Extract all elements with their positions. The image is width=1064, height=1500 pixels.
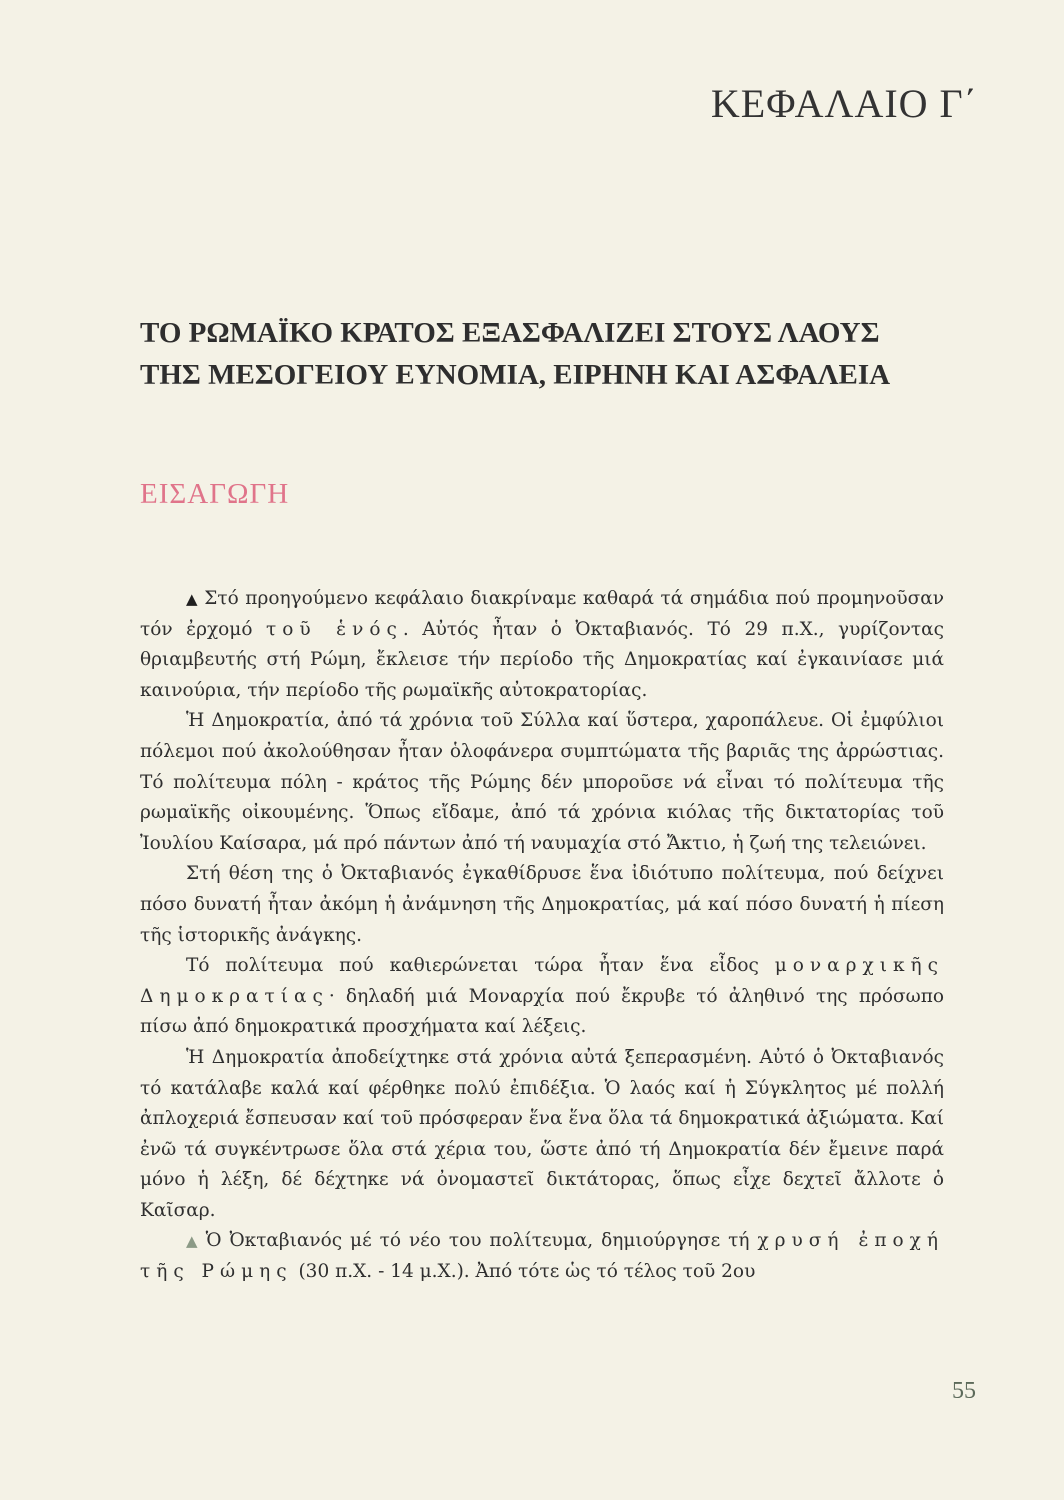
body-text: [140, 584, 944, 1288]
paragraph-6: [140, 1226, 944, 1287]
chapter-title-line-2: ΤΗΣ ΜΕΣΟΓΕΙΟΥ ΕΥΝΟΜΙΑ, ΕΙΡΗΝΗ ΚΑΙ ΑΣΦΑΛΕΙΑ: [140, 359, 891, 391]
paragraph-1-part-c: . Αὐτός ἦταν ὁ Ὀκταβιανός. Τό 29 π.Χ., γυρίζοντας θριαμβευτής στή Ρώμη, ἔκλεισε τήν περίοδο τῆς Δημοκρατίας καί ἐγκαινίασε μιά καινούρια, τήν περίοδο τῆς ρωμαϊκῆς αὐτοκρατορίας.: [140, 618, 944, 701]
paragraph-1-part-a: Στό προηγούμενο κεφάλαιο διακρίναμε καθαρά τά σημάδια πού προμηνοῦσαν τόν ἐρχομό: [140, 588, 944, 640]
chapter-heading: ΚΕΦΑΛΑΙΟ Γ΄: [710, 81, 978, 126]
paragraph-4: [140, 951, 944, 1043]
paragraph-6-part-a: Ὁ Ὀκταβιανός μέ τό νέο του πολίτευμα, δημιούργησε τή: [205, 1230, 750, 1252]
chapter-title-line-1: ΤΟ ΡΩΜΑΪΚΟ ΚΡΑΤΟΣ ΕΞΑΣΦΑΛΙΖΕΙ ΣΤΟΥΣ ΛΑΟΥΣ: [140, 317, 880, 349]
paragraph-1: [140, 584, 944, 706]
paragraph-6-spaced-term: χρυσή ἐποχή τῆς Ρώμης: [140, 1230, 944, 1283]
chapter-title: [140, 312, 940, 396]
paragraph-5: Ἡ Δημοκρατία ἀποδείχτηκε στά χρόνια αὐτά ξεπερασμένη. Αὐτό ὁ Ὀκταβιανός τό κατάλαβε καλά καί φέρθηκε πολύ ἐπιδέξια. Ὁ λαός καί ἡ Σύγκλητος μέ πολλή ἀπλοχεριά ἔσπευσαν καί τοῦ πρόσφεραν ἕνα ἕνα ὅλα τά δημοκρατικά ἀξιώματα. Καί ἐνῶ τά συγκέντρωσε ὅλα στά χέρια του, ὥστε ἀπό τή Δημοκρατία δέν ἔμεινε παρά μόνο ἡ λέξη, δέ δέχτηκε νά ὀνομαστεῖ δικτάτορας, ὅπως εἶχε δεχτεῖ ἄλλοτε ὁ Καῖσαρ.: [140, 1046, 944, 1221]
paragraph-4-spaced-term: μοναρχικῆς Δημοκρατίας: [140, 955, 944, 1007]
paragraph-6-part-c: (30 π.Χ. - 14 μ.Χ.). Ἀπό τότε ὡς τό τέλος τοῦ 2ου: [298, 1261, 756, 1283]
triangle-marker-icon: ▲: [186, 1232, 200, 1251]
paragraph-2: Ἡ Δημοκρατία, ἀπό τά χρόνια τοῦ Σύλλα καί ὕστερα, χαροπάλευε. Οἱ ἐμφύλιοι πόλεμοι πού ἀκολούθησαν ἦταν ὁλοφάνερα συμπτώματα τῆς βαριᾶς της ἀρρώστιας. Τό πολίτευμα πόλη - κράτος τῆς Ρώμης δέν μποροῦσε νά εἶναι τό πολίτευμα τῆς ρωμαϊκῆς οἰκουμένης. Ὅπως εἴδαμε, ἀπό τά χρόνια κιόλας τῆς δικτατορίας τοῦ Ἰουλίου Καίσαρα, μά πρό πάντων ἀπό τή ναυμαχία στό Ἄκτιο, ἡ ζωή της τελειώνει.: [140, 710, 944, 854]
section-heading: ΕΙΣΑΓΩΓΗ: [140, 478, 290, 510]
triangle-marker-icon: ▲: [186, 590, 199, 608]
paragraph-4-part-a: Τό πολίτευμα πού καθιερώνεται τώρα ἦταν ἕνα εἶδος: [186, 955, 759, 977]
paragraph-3: Στή θέση της ὁ Ὀκταβιανός ἐγκαθίδρυσε ἕνα ἰδιότυπο πολίτευμα, πού δείχνει πόσο δυνατή ἦταν ἀκόμη ἡ ἀνάμνηση τῆς Δημοκρατίας, μά καί πόσο δυνατή ἡ πίεση τῆς ἱστορικῆς ἀνάγκης.: [140, 863, 944, 946]
paragraph-1-spaced-term: τοῦ ἑνός: [266, 618, 403, 640]
paragraph-4-part-c: · δηλαδή μιά Μοναρχία πού ἔκρυβε τό ἀληθινό της πρόσωπο πίσω ἀπό δημοκρατικά προσχήματα καί λέξεις.: [140, 985, 944, 1038]
page-number: 55: [952, 1378, 976, 1404]
